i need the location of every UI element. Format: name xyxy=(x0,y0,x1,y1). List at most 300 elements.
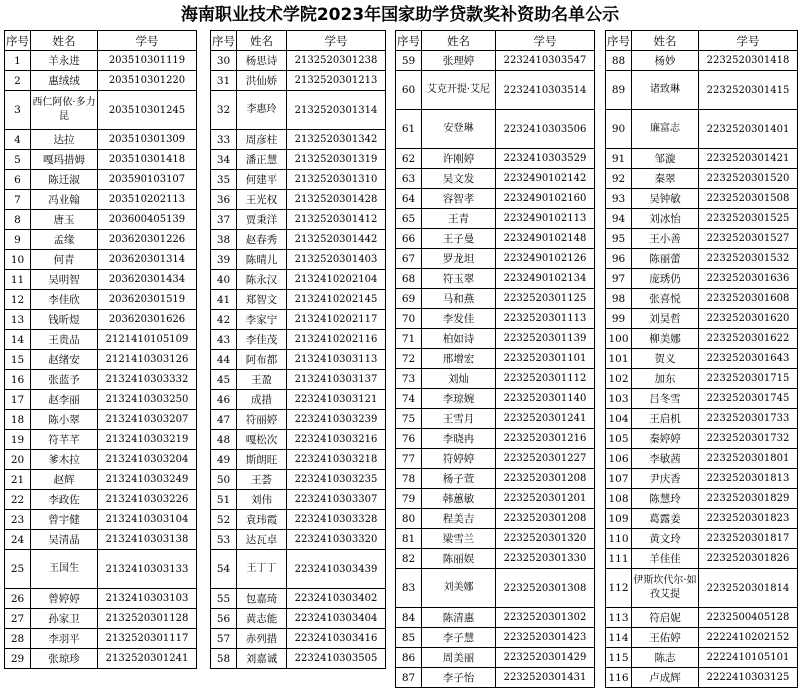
student-name: 张喜悦 xyxy=(632,289,699,309)
student-id: 2132520301314 xyxy=(287,91,386,130)
table-row xyxy=(211,629,386,649)
table-row xyxy=(5,91,197,130)
student-name: 孙家卫 xyxy=(31,609,98,629)
student-id: 2232410303235 xyxy=(287,470,386,490)
table-row xyxy=(211,370,386,390)
student-id: 2232520301508 xyxy=(699,189,798,209)
table-row xyxy=(606,608,798,628)
table-row xyxy=(396,429,595,449)
row-index: 71 xyxy=(396,329,422,349)
row-index: 114 xyxy=(606,628,632,648)
table-row xyxy=(396,329,595,349)
student-id: 2232410303514 xyxy=(496,71,595,110)
row-index: 7 xyxy=(5,190,31,210)
student-id: 2232410303307 xyxy=(287,490,386,510)
table-row xyxy=(606,469,798,489)
table-row xyxy=(396,309,595,329)
row-index: 106 xyxy=(606,449,632,469)
student-id: 203620301626 xyxy=(98,310,197,330)
row-index: 102 xyxy=(606,369,632,389)
row-index: 63 xyxy=(396,169,422,189)
row-index: 83 xyxy=(396,569,422,608)
student-id: 2132520301241 xyxy=(98,649,197,669)
row-index: 96 xyxy=(606,249,632,269)
student-id: 2232520301101 xyxy=(496,349,595,369)
student-id: 2232520301527 xyxy=(699,229,798,249)
header-student-id: 学号 xyxy=(287,31,386,51)
row-index: 103 xyxy=(606,389,632,409)
student-id: 2232520301823 xyxy=(699,509,798,529)
student-name: 吴文发 xyxy=(422,169,496,189)
student-name: 陈晴儿 xyxy=(237,250,287,270)
row-index: 86 xyxy=(396,648,422,668)
row-index: 19 xyxy=(5,430,31,450)
row-index: 12 xyxy=(5,290,31,310)
table-row xyxy=(211,410,386,430)
student-id: 2132410303207 xyxy=(98,410,197,430)
table-row xyxy=(606,309,798,329)
row-index: 50 xyxy=(211,470,237,490)
student-id: 2132410202104 xyxy=(287,270,386,290)
student-name: 王启机 xyxy=(632,409,699,429)
row-index: 25 xyxy=(5,550,31,589)
row-index: 32 xyxy=(211,91,237,130)
table-row xyxy=(211,350,386,370)
student-name: 达瓦卓 xyxy=(237,530,287,550)
table-row xyxy=(5,270,197,290)
student-name: 李羽平 xyxy=(31,629,98,649)
row-index: 54 xyxy=(211,550,237,589)
header-student-id: 学号 xyxy=(98,31,197,51)
table-row xyxy=(211,470,386,490)
student-name: 马和燕 xyxy=(422,289,496,309)
row-index: 99 xyxy=(606,309,632,329)
student-name: 唐玉 xyxy=(31,210,98,230)
header-name: 姓名 xyxy=(237,31,287,51)
row-index: 100 xyxy=(606,329,632,349)
student-id: 2232520301826 xyxy=(699,549,798,569)
roster-table xyxy=(395,30,595,688)
table-row xyxy=(606,569,798,608)
row-index: 107 xyxy=(606,469,632,489)
row-index: 16 xyxy=(5,370,31,390)
student-id: 2232520301418 xyxy=(699,51,798,71)
student-id: 2232490102148 xyxy=(496,229,595,249)
row-index: 90 xyxy=(606,110,632,149)
row-index: 43 xyxy=(211,330,237,350)
row-index: 36 xyxy=(211,190,237,210)
student-id: 2232520301431 xyxy=(496,668,595,688)
row-index: 111 xyxy=(606,549,632,569)
table-row xyxy=(396,549,595,569)
student-name: 刘昊哲 xyxy=(632,309,699,329)
row-index: 14 xyxy=(5,330,31,350)
row-index: 2 xyxy=(5,71,31,91)
student-name: 嘎玛措姆 xyxy=(31,150,98,170)
student-name: 张理婷 xyxy=(422,51,496,71)
student-id: 2232520301715 xyxy=(699,369,798,389)
student-id: 203620301434 xyxy=(98,270,197,290)
row-index: 93 xyxy=(606,189,632,209)
student-id: 2232490102126 xyxy=(496,249,595,269)
student-name: 秦翠 xyxy=(632,169,699,189)
row-index: 26 xyxy=(5,589,31,609)
student-name: 李琼婉 xyxy=(422,389,496,409)
header-student-id: 学号 xyxy=(699,31,798,51)
row-index: 89 xyxy=(606,71,632,110)
table-row xyxy=(5,330,197,350)
row-index: 38 xyxy=(211,230,237,250)
student-name: 曾婷婷 xyxy=(31,589,98,609)
row-index: 62 xyxy=(396,149,422,169)
row-index: 65 xyxy=(396,209,422,229)
student-id: 2132410202145 xyxy=(287,290,386,310)
student-id: 2132520301128 xyxy=(98,609,197,629)
row-index: 5 xyxy=(5,150,31,170)
table-row xyxy=(211,550,386,589)
row-index: 15 xyxy=(5,350,31,370)
row-index: 112 xyxy=(606,569,632,608)
student-name: 卢成辉 xyxy=(632,668,699,688)
student-id: 2232520301401 xyxy=(699,110,798,149)
student-id: 2232410303216 xyxy=(287,430,386,450)
table-row xyxy=(211,589,386,609)
student-id: 2232410303547 xyxy=(496,51,595,71)
student-name: 容智孝 xyxy=(422,189,496,209)
student-id: 2232490102142 xyxy=(496,169,595,189)
student-name: 陈清惠 xyxy=(422,608,496,628)
student-id: 203620301226 xyxy=(98,230,197,250)
row-index: 1 xyxy=(5,51,31,71)
table-row xyxy=(5,310,197,330)
row-index: 6 xyxy=(5,170,31,190)
table-row xyxy=(396,209,595,229)
row-index: 24 xyxy=(5,530,31,550)
table-row xyxy=(396,51,595,71)
student-id: 2132520301412 xyxy=(287,210,386,230)
student-id: 2132410202117 xyxy=(287,310,386,330)
table-row xyxy=(606,269,798,289)
student-name: 符丽婷 xyxy=(237,410,287,430)
student-name: 成措 xyxy=(237,390,287,410)
row-index: 67 xyxy=(396,249,422,269)
row-index: 10 xyxy=(5,250,31,270)
student-name: 刘伟 xyxy=(237,490,287,510)
student-id: 2232520301320 xyxy=(496,529,595,549)
table-row xyxy=(606,369,798,389)
row-index: 42 xyxy=(211,310,237,330)
row-index: 88 xyxy=(606,51,632,71)
header-index: 序号 xyxy=(606,31,632,51)
student-id: 203510301418 xyxy=(98,150,197,170)
student-name: 何建平 xyxy=(237,170,287,190)
row-index: 92 xyxy=(606,169,632,189)
student-name: 柏如诗 xyxy=(422,329,496,349)
student-name: 庞琇仍 xyxy=(632,269,699,289)
student-id: 2121410303126 xyxy=(98,350,197,370)
table-row xyxy=(211,450,386,470)
table-row xyxy=(606,110,798,149)
row-index: 69 xyxy=(396,289,422,309)
student-name: 李晓冉 xyxy=(422,429,496,449)
row-index: 79 xyxy=(396,489,422,509)
table-row xyxy=(396,229,595,249)
student-id: 203510202113 xyxy=(98,190,197,210)
table-row xyxy=(606,229,798,249)
table-row xyxy=(211,649,386,669)
student-id: 2232410303404 xyxy=(287,609,386,629)
row-index: 60 xyxy=(396,71,422,110)
header-student-id: 学号 xyxy=(496,31,595,51)
student-id: 2232410303505 xyxy=(287,649,386,669)
student-id: 2232410303402 xyxy=(287,589,386,609)
row-index: 74 xyxy=(396,389,422,409)
student-name: 李佳欣 xyxy=(31,290,98,310)
student-id: 2232520301620 xyxy=(699,309,798,329)
student-id: 203510301309 xyxy=(98,130,197,150)
student-name: 陈迁淑 xyxy=(31,170,98,190)
row-index: 11 xyxy=(5,270,31,290)
table-row xyxy=(5,130,197,150)
table-header-row xyxy=(5,31,197,51)
student-id: 2132410303137 xyxy=(287,370,386,390)
table-row xyxy=(606,249,798,269)
student-name: 阿布都 xyxy=(237,350,287,370)
student-id: 2132410303138 xyxy=(98,530,197,550)
student-name: 程美吉 xyxy=(422,509,496,529)
table-row xyxy=(5,210,197,230)
table-row xyxy=(211,290,386,310)
row-index: 80 xyxy=(396,509,422,529)
student-id: 2232410303506 xyxy=(496,110,595,149)
row-index: 55 xyxy=(211,589,237,609)
table-row xyxy=(211,330,386,350)
table-row xyxy=(396,269,595,289)
roster-block-3 xyxy=(395,30,595,688)
row-index: 28 xyxy=(5,629,31,649)
student-name: 伊斯坎代尔·如孜艾提 xyxy=(632,569,699,608)
table-row xyxy=(5,490,197,510)
student-name: 陈丽娱 xyxy=(422,549,496,569)
table-row xyxy=(211,190,386,210)
student-name: 柳美娜 xyxy=(632,329,699,349)
student-name: 杨妙 xyxy=(632,51,699,71)
student-id: 2222410202152 xyxy=(699,628,798,648)
student-name: 郑智文 xyxy=(237,290,287,310)
student-id: 2132520301428 xyxy=(287,190,386,210)
student-name: 贺义 xyxy=(632,349,699,369)
row-index: 85 xyxy=(396,628,422,648)
student-name: 刘美娜 xyxy=(422,569,496,608)
student-name: 罗龙坦 xyxy=(422,249,496,269)
student-name: 葛露姜 xyxy=(632,509,699,529)
table-row xyxy=(396,110,595,149)
row-index: 27 xyxy=(5,609,31,629)
row-index: 33 xyxy=(211,130,237,150)
student-name: 韩蕙敏 xyxy=(422,489,496,509)
table-row xyxy=(606,549,798,569)
header-name: 姓名 xyxy=(31,31,98,51)
student-name: 潘正慧 xyxy=(237,150,287,170)
student-name: 梁雪兰 xyxy=(422,529,496,549)
student-name: 刘灿 xyxy=(422,369,496,389)
row-index: 49 xyxy=(211,450,237,470)
table-row xyxy=(211,250,386,270)
row-index: 73 xyxy=(396,369,422,389)
row-index: 57 xyxy=(211,629,237,649)
student-name: 李子怡 xyxy=(422,668,496,688)
row-index: 105 xyxy=(606,429,632,449)
student-id: 2232520301745 xyxy=(699,389,798,409)
student-id: 2232520301532 xyxy=(699,249,798,269)
row-index: 98 xyxy=(606,289,632,309)
row-index: 34 xyxy=(211,150,237,170)
table-row xyxy=(606,628,798,648)
row-index: 21 xyxy=(5,470,31,490)
row-index: 72 xyxy=(396,349,422,369)
student-id: 2232520301429 xyxy=(496,648,595,668)
row-index: 39 xyxy=(211,250,237,270)
row-index: 45 xyxy=(211,370,237,390)
table-row xyxy=(211,390,386,410)
row-index: 87 xyxy=(396,668,422,688)
student-name: 王小善 xyxy=(632,229,699,249)
table-row xyxy=(5,530,197,550)
row-index: 78 xyxy=(396,469,422,489)
student-id: 2232520301421 xyxy=(699,149,798,169)
row-index: 46 xyxy=(211,390,237,410)
table-row xyxy=(396,449,595,469)
table-row xyxy=(606,409,798,429)
student-name: 王贵品 xyxy=(31,330,98,350)
table-row xyxy=(5,410,197,430)
student-id: 2232410303218 xyxy=(287,450,386,470)
row-index: 3 xyxy=(5,91,31,130)
table-row xyxy=(5,350,197,370)
student-id: 2132410303204 xyxy=(98,450,197,470)
table-row xyxy=(211,609,386,629)
student-name: 符婷婷 xyxy=(422,449,496,469)
table-row xyxy=(5,450,197,470)
table-row xyxy=(5,51,197,71)
table-row xyxy=(396,628,595,648)
table-row xyxy=(5,609,197,629)
roster-table xyxy=(4,30,197,669)
table-row xyxy=(396,149,595,169)
student-name: 黄文玲 xyxy=(632,529,699,549)
table-row xyxy=(606,489,798,509)
row-index: 101 xyxy=(606,349,632,369)
table-row xyxy=(211,150,386,170)
student-name: 贾秉洋 xyxy=(237,210,287,230)
student-name: 秦婷婷 xyxy=(632,429,699,449)
table-header-row xyxy=(396,31,595,51)
row-index: 95 xyxy=(606,229,632,249)
student-name: 王丁丁 xyxy=(237,550,287,589)
row-index: 116 xyxy=(606,668,632,688)
student-name: 周美丽 xyxy=(422,648,496,668)
student-id: 2232520301140 xyxy=(496,389,595,409)
student-name: 邢增宏 xyxy=(422,349,496,369)
table-row xyxy=(606,429,798,449)
table-row xyxy=(211,210,386,230)
student-name: 刘冰怡 xyxy=(632,209,699,229)
student-id: 2132520301319 xyxy=(287,150,386,170)
row-index: 23 xyxy=(5,510,31,530)
student-id: 2232520301608 xyxy=(699,289,798,309)
roster-block-2 xyxy=(210,30,386,669)
table-row xyxy=(211,490,386,510)
table-row xyxy=(606,289,798,309)
row-index: 81 xyxy=(396,529,422,549)
roster-table xyxy=(210,30,386,669)
student-name: 王青 xyxy=(422,209,496,229)
table-row xyxy=(606,209,798,229)
student-name: 王雪月 xyxy=(422,409,496,429)
row-index: 58 xyxy=(211,649,237,669)
table-row xyxy=(606,389,798,409)
student-name: 吴清晶 xyxy=(31,530,98,550)
roster-block-4 xyxy=(605,30,798,688)
student-name: 陈小翠 xyxy=(31,410,98,430)
table-row xyxy=(5,390,197,410)
student-id: 2232520301801 xyxy=(699,449,798,469)
row-index: 37 xyxy=(211,210,237,230)
student-id: 2132410303133 xyxy=(98,550,197,589)
student-id: 2232490102134 xyxy=(496,269,595,289)
student-name: 刘嘉诚 xyxy=(237,649,287,669)
student-name: 钱昕煜 xyxy=(31,310,98,330)
table-row xyxy=(606,51,798,71)
table-row xyxy=(606,169,798,189)
table-row xyxy=(5,150,197,170)
student-name: 赵李丽 xyxy=(31,390,98,410)
student-id: 2232410303239 xyxy=(287,410,386,430)
student-name: 安登琳 xyxy=(422,110,496,149)
student-id: 2232520301636 xyxy=(699,269,798,289)
student-id: 2132410303104 xyxy=(98,510,197,530)
table-row xyxy=(5,550,197,589)
student-name: 黄志能 xyxy=(237,609,287,629)
row-index: 66 xyxy=(396,229,422,249)
table-row xyxy=(5,190,197,210)
student-id: 2232520301525 xyxy=(699,209,798,229)
student-id: 2232520301216 xyxy=(496,429,595,449)
student-id: 2232490102113 xyxy=(496,209,595,229)
student-id: 2232520301208 xyxy=(496,469,595,489)
student-id: 2132520301310 xyxy=(287,170,386,190)
student-name: 王光权 xyxy=(237,190,287,210)
student-id: 2232520301732 xyxy=(699,429,798,449)
student-id: 2232520301125 xyxy=(496,289,595,309)
student-id: 2132410303113 xyxy=(287,350,386,370)
row-index: 44 xyxy=(211,350,237,370)
student-name: 杨思诗 xyxy=(237,51,287,71)
student-id: 2132410303219 xyxy=(98,430,197,450)
student-id: 2132410202116 xyxy=(287,330,386,350)
student-name: 爹木拉 xyxy=(31,450,98,470)
student-name: 王盈 xyxy=(237,370,287,390)
table-row xyxy=(5,250,197,270)
student-name: 尹庆香 xyxy=(632,469,699,489)
student-name: 赵春秀 xyxy=(237,230,287,250)
row-index: 59 xyxy=(396,51,422,71)
student-name: 许刚婷 xyxy=(422,149,496,169)
table-header-row xyxy=(606,31,798,51)
row-index: 61 xyxy=(396,110,422,149)
row-index: 4 xyxy=(5,130,31,150)
student-id: 2232520301302 xyxy=(496,608,595,628)
